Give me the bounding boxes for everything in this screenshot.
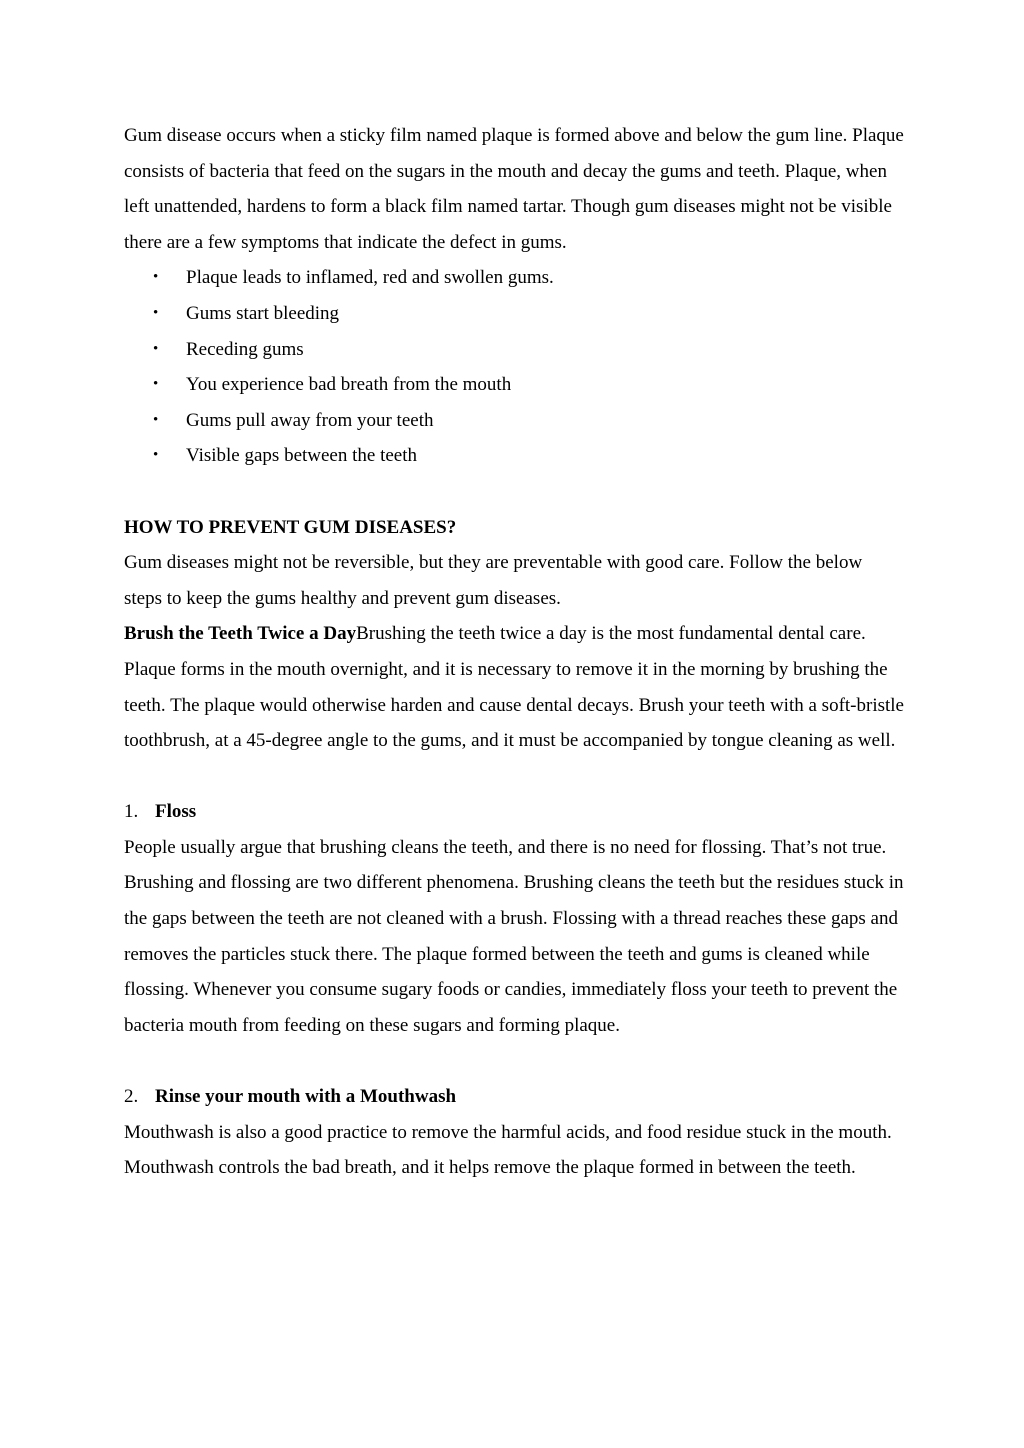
- symptom-text: Visible gaps between the teeth: [186, 445, 418, 467]
- symptom-text: Plaque leads to inflamed, red and swollen gums.: [186, 267, 554, 289]
- step-text: Mouthwash is also a good practice to remove the harmful acids, and food residue stuck in the mouth. Mouthwash controls the bad breath, and it helps remove the plaque formed in between the teeth.: [124, 1121, 892, 1179]
- list-item: [153, 332, 904, 368]
- bullet-icon: •: [153, 447, 159, 464]
- brush-text: Brushing the teeth twice a day is the most fundamental dental care. Plaque forms in the mouth overnight, and it is necessary to remove it in the morning by brushing the teeth. The plaque would otherwise harden and cause dental decays. Brush your teeth with a soft-bristle toothbrush, at a 45-degree angle to the gums, and it must be accompanied by tongue cleaning as well.: [124, 623, 904, 752]
- bullet-icon: •: [153, 376, 159, 393]
- list-item: [153, 403, 904, 439]
- bullet-icon: •: [153, 269, 159, 286]
- step-title: Rinse your mouth with a Mouthwash: [155, 1086, 457, 1108]
- step-number: 2.: [124, 1086, 139, 1108]
- step-text: People usually argue that brushing cleans the teeth, and there is no need for flossing. That’s not true. Brushing and flossing are two different phenomena. Brushing cleans the teeth but the residues stuck in the gaps between the teeth are not cleaned with a brush. Flossing with a thread reaches these gaps and removes the particles stuck there. The plaque formed between the teeth and gums is cleaned while flossing. Whenever you consume sugary foods or candies, immediately floss your teeth to prevent the bacteria mouth from feeding on these sugars and forming plaque.: [124, 836, 904, 1036]
- spacer: [124, 1043, 904, 1079]
- prevent-intro: Gum diseases might not be reversible, but they are preventable with good care. Follow the below steps to keep the gums healthy and prevent gum diseases.: [124, 552, 863, 609]
- document-page: [124, 118, 904, 1186]
- bullet-icon: •: [153, 411, 159, 428]
- list-item: [153, 296, 904, 332]
- section-heading: HOW TO PREVENT GUM DISEASES?: [124, 516, 457, 538]
- bullet-icon: •: [153, 340, 159, 357]
- step-heading: [124, 794, 904, 830]
- symptom-text: You experience bad breath from the mouth: [186, 374, 512, 396]
- symptom-text: Gums pull away from your teeth: [186, 409, 434, 431]
- brush-paragraph: [124, 616, 904, 758]
- list-item: [153, 367, 904, 403]
- spacer: [124, 759, 904, 795]
- bullet-icon: •: [153, 304, 159, 321]
- list-item: [153, 438, 904, 474]
- step-title: Floss: [155, 801, 197, 823]
- step-number: 1.: [124, 801, 139, 823]
- symptom-text: Gums start bleeding: [186, 302, 340, 324]
- symptoms-list: [124, 260, 904, 474]
- list-item: [153, 260, 904, 296]
- step-heading: [124, 1079, 904, 1115]
- intro-paragraph: Gum disease occurs when a sticky film named plaque is formed above and below the gum line. Plaque consists of bacteria that feed on the sugars in the mouth and decay the gums and teeth. Plaque, when left unattended, hardens to form a black film named tartar. Though gum diseases might not be visible there are a few symptoms that indicate the defect in gums.: [124, 125, 904, 253]
- spacer: [124, 474, 904, 510]
- brush-title: Brush the Teeth Twice a Day: [124, 623, 357, 645]
- symptom-text: Receding gums: [186, 338, 304, 360]
